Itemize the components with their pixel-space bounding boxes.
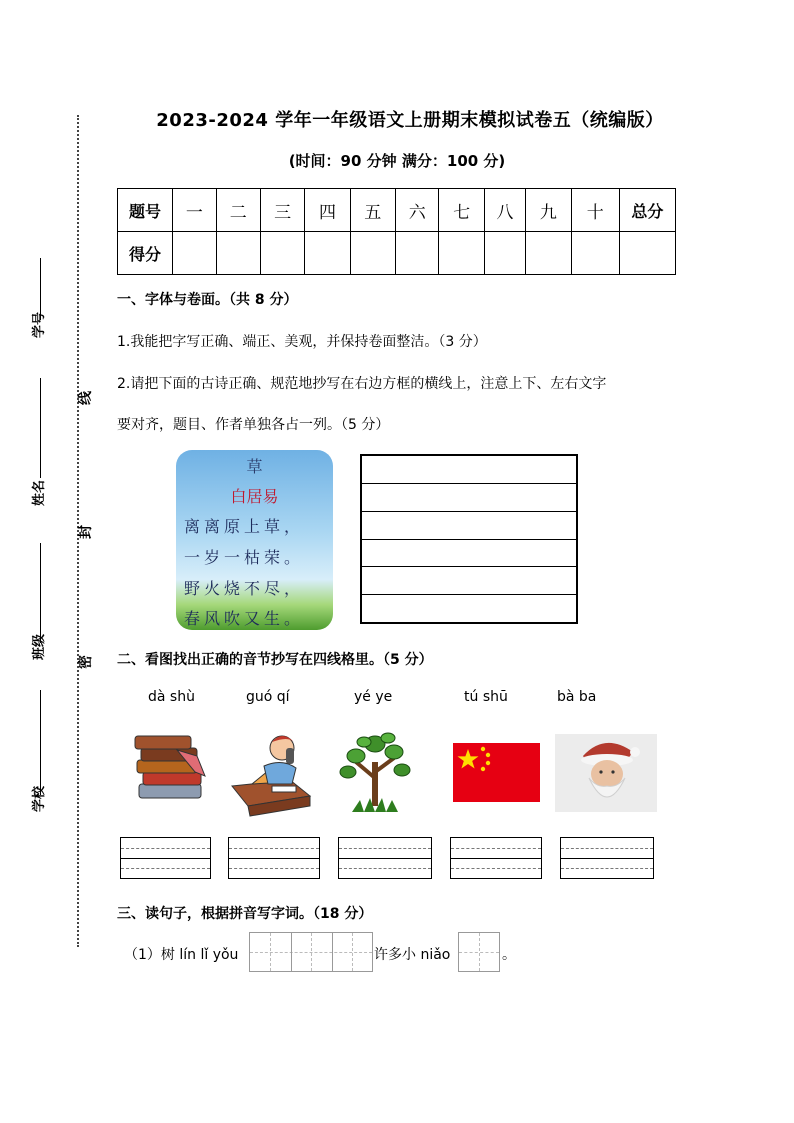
- table-cell: 五: [350, 189, 395, 232]
- seal-mark-line: 线: [78, 391, 94, 405]
- pinyin-writing-grid[interactable]: [120, 837, 211, 879]
- hanzi-writing-grid[interactable]: [249, 932, 373, 972]
- poem-line: 一岁一枯荣。: [184, 548, 305, 567]
- score-table-header-row: [118, 189, 676, 232]
- section2-heading: 二、看图找出正确的音节抄写在四线格里。（5 分）: [117, 652, 433, 668]
- name-blank[interactable]: [40, 378, 41, 478]
- china-flag-icon: [453, 743, 540, 802]
- score-input-cell[interactable]: [216, 232, 260, 275]
- table-cell: 一: [173, 189, 216, 232]
- poem-card: [176, 450, 333, 630]
- score-input-cell[interactable]: [619, 232, 675, 275]
- school-label: 学校: [32, 785, 47, 812]
- seal-mark-seal: 封: [78, 525, 94, 539]
- poem-copy-box[interactable]: [360, 454, 578, 624]
- section3-heading: 三、读句子，根据拼音写字词。（18 分）: [117, 906, 373, 922]
- score-input-cell[interactable]: [260, 232, 304, 275]
- man-on-phone-icon: [230, 726, 312, 818]
- santa-grandpa-icon: [555, 734, 657, 812]
- table-cell: 八: [484, 189, 525, 232]
- score-table-score-row: [118, 232, 676, 275]
- score-table: [117, 188, 676, 275]
- seal-mark-secret: 密: [78, 655, 94, 669]
- pinyin-option: bà ba: [557, 689, 597, 705]
- table-cell: 总分: [619, 189, 675, 232]
- table-cell: 三: [260, 189, 304, 232]
- table-cell: 十: [571, 189, 619, 232]
- pinyin-writing-grid[interactable]: [560, 837, 654, 879]
- pinyin-writing-grid[interactable]: [228, 837, 320, 879]
- table-cell: 四: [305, 189, 350, 232]
- table-cell: 六: [395, 189, 438, 232]
- poem-author: 白居易: [230, 487, 279, 506]
- score-input-cell[interactable]: [439, 232, 484, 275]
- pinyin-option: tú shū: [464, 689, 508, 705]
- section3-q1-middle: 许多小 niǎo: [374, 947, 451, 963]
- pinyin-option: guó qí: [246, 689, 290, 705]
- table-cell: 七: [439, 189, 484, 232]
- score-input-cell[interactable]: [571, 232, 619, 275]
- score-input-cell[interactable]: [173, 232, 216, 275]
- section1-heading: 一、字体与卷面。（共 8 分）: [117, 292, 298, 308]
- table-cell: 九: [526, 189, 571, 232]
- section3-q1-prefix: （1）树 lín lǐ yǒu: [124, 947, 239, 963]
- tree-icon: [338, 728, 412, 814]
- score-input-cell[interactable]: [395, 232, 438, 275]
- section1-item1: 1.我能把字写正确、端正、美观，并保持卷面整洁。（3 分）: [117, 334, 487, 350]
- school-blank[interactable]: [40, 690, 41, 795]
- pinyin-writing-grid[interactable]: [338, 837, 432, 879]
- pinyin-option: yé ye: [354, 689, 393, 705]
- score-input-cell[interactable]: [484, 232, 525, 275]
- poem-title: 草: [246, 457, 263, 476]
- table-cell: 二: [216, 189, 260, 232]
- class-blank[interactable]: [40, 543, 41, 643]
- page-title: 2023-2024 学年一年级语文上册期末模拟试卷五（统编版）: [156, 110, 664, 131]
- student-id-label: 学号: [32, 311, 47, 338]
- section3-q1-end: 。: [502, 947, 516, 963]
- section1-item2-line1: 2.请把下面的古诗正确、规范地抄写在右边方框的横线上，注意上下、左右文字: [117, 376, 607, 392]
- student-id-blank[interactable]: [40, 258, 41, 320]
- section1-item2-line2: 要对齐，题目、作者单独各占一列。（5 分）: [117, 417, 390, 433]
- class-label: 班级: [32, 633, 47, 660]
- score-input-cell[interactable]: [305, 232, 350, 275]
- table-cell: 题号: [118, 189, 173, 232]
- score-input-cell[interactable]: [526, 232, 571, 275]
- score-input-cell[interactable]: [350, 232, 395, 275]
- poem-line: 春风吹又生。: [184, 609, 305, 628]
- page-subtitle: (时间：90 分钟 满分：100 分): [288, 152, 506, 170]
- hanzi-writing-grid[interactable]: [458, 932, 500, 972]
- pinyin-writing-grid[interactable]: [450, 837, 542, 879]
- table-cell: 得分: [118, 232, 173, 275]
- pinyin-option: dà shù: [148, 689, 195, 705]
- name-label: 姓名: [32, 479, 47, 506]
- books-icon: [133, 732, 213, 804]
- poem-line: 野火烧不尽，: [184, 579, 305, 598]
- poem-line: 离离原上草，: [184, 517, 305, 536]
